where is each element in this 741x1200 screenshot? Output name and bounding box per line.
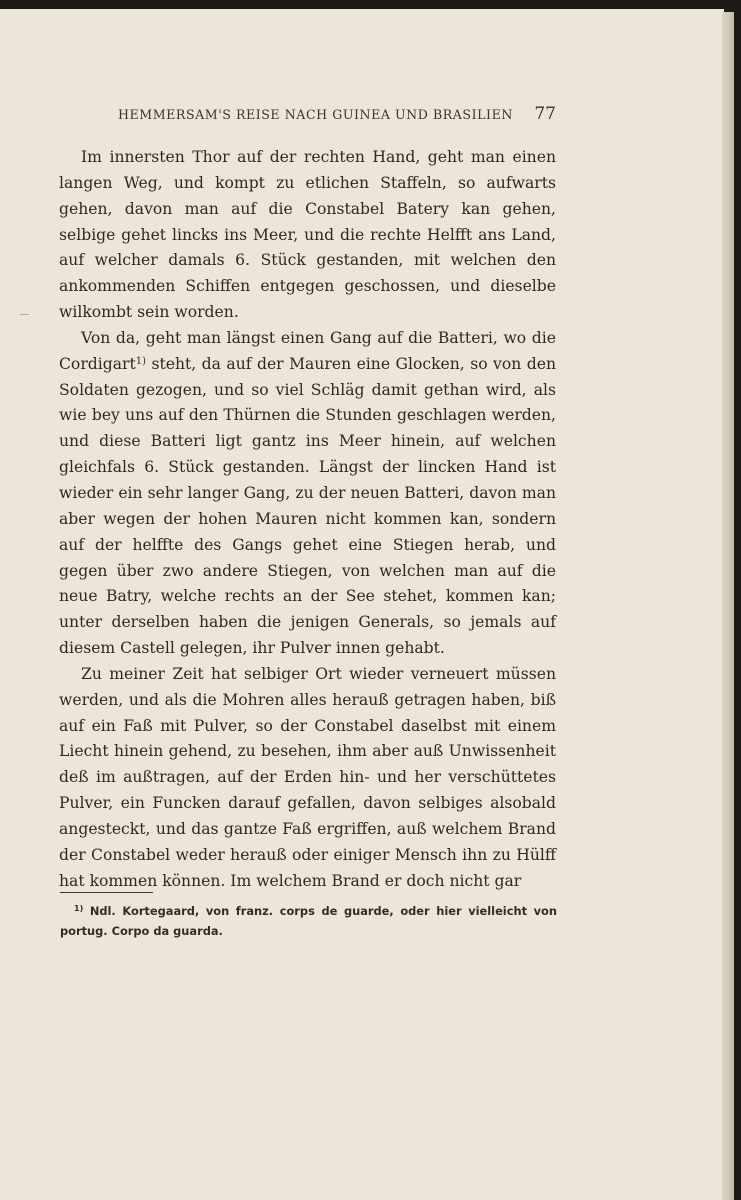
paragraph: Im innersten Thor auf der rechten Hand, geht man einen langen Weg, und kompt zu etlichen Staffeln, so aufwarts gehen, davon man auf die Constabel Batery kan gehen, selbige gehet lincks ins Meer, und die rechte Helfft ans Land, auf welcher damals 6. Stück gestanden, mit welchen den ankommenden Schiffen entgegen geschossen, und dieselbe wilkombt sein worden. <box>59 148 556 322</box>
footnote-marker: 1) <box>74 904 84 913</box>
running-title: HEMMERSAM'S REISE NACH GUINEA UND BRASILIEN <box>118 107 513 122</box>
page-number: 77 <box>534 104 556 124</box>
paragraph-text: steht, da auf der Mauren eine Glocken, so von den Soldaten gezogen, und so viel Schläg damit gethan wird, als wie bey uns auf den Thürnen die Stunden geschlagen werden, und diese Batteri ligt gantz ins Meer hinein, auf welchen gleichfals 6. Stück gestanden. Längst der lincken Hand ist wieder ein sehr langer Gang, zu der neuen Batteri, davon man aber wegen der hohen Mauren nicht kommen kan, sondern auf der helffte des Gangs gehet eine Stiegen herab, und gegen über zwo andere Stiegen, von welchen man auf die neue Batry, welche rechts an der See stehet, kommen kan; unter derselben haben die jenigen Generals, so jemals auf diesem Castell gelegen, ihr Pulver innen gehabt. <box>59 354 556 658</box>
paragraph <box>59 326 556 662</box>
footnote <box>60 901 557 941</box>
footnote-text: Ndl. Kortegaard, von franz. corps de guarde, oder hier vielleicht von portug. Corpo da guarda. <box>60 904 557 938</box>
margin-mark <box>20 314 29 315</box>
page-edge <box>722 12 734 1200</box>
paragraph-text: Von da, geht man längst einen Gang auf die Batteri, wo die Cordigart <box>59 328 556 373</box>
paragraph: Zu meiner Zeit hat selbiger Ort wieder verneuert müssen werden, und als die Mohren alles herauß getragen haben, biß auf ein Faß mit Pulver, so der Constabel daselbst mit einem Liecht hinein gehend, zu besehen, ihm aber auß Unwissenheit deß im außtragen, auf der Erden hin- und her verschüttetes Pulver, ein Funcken darauf gefallen, davon selbiges alsobald angesteckt, und das gantze Faß ergriffen, auß welchem Brand der Constabel weder herauß oder einiger Mensch ihn zu Hülff hat kommen können. Im welchem Brand er doch nicht gar <box>59 664 556 890</box>
body-text <box>59 145 556 894</box>
page-header <box>118 104 556 124</box>
footnote-divider <box>60 892 153 893</box>
footnote-reference: 1) <box>135 355 147 367</box>
